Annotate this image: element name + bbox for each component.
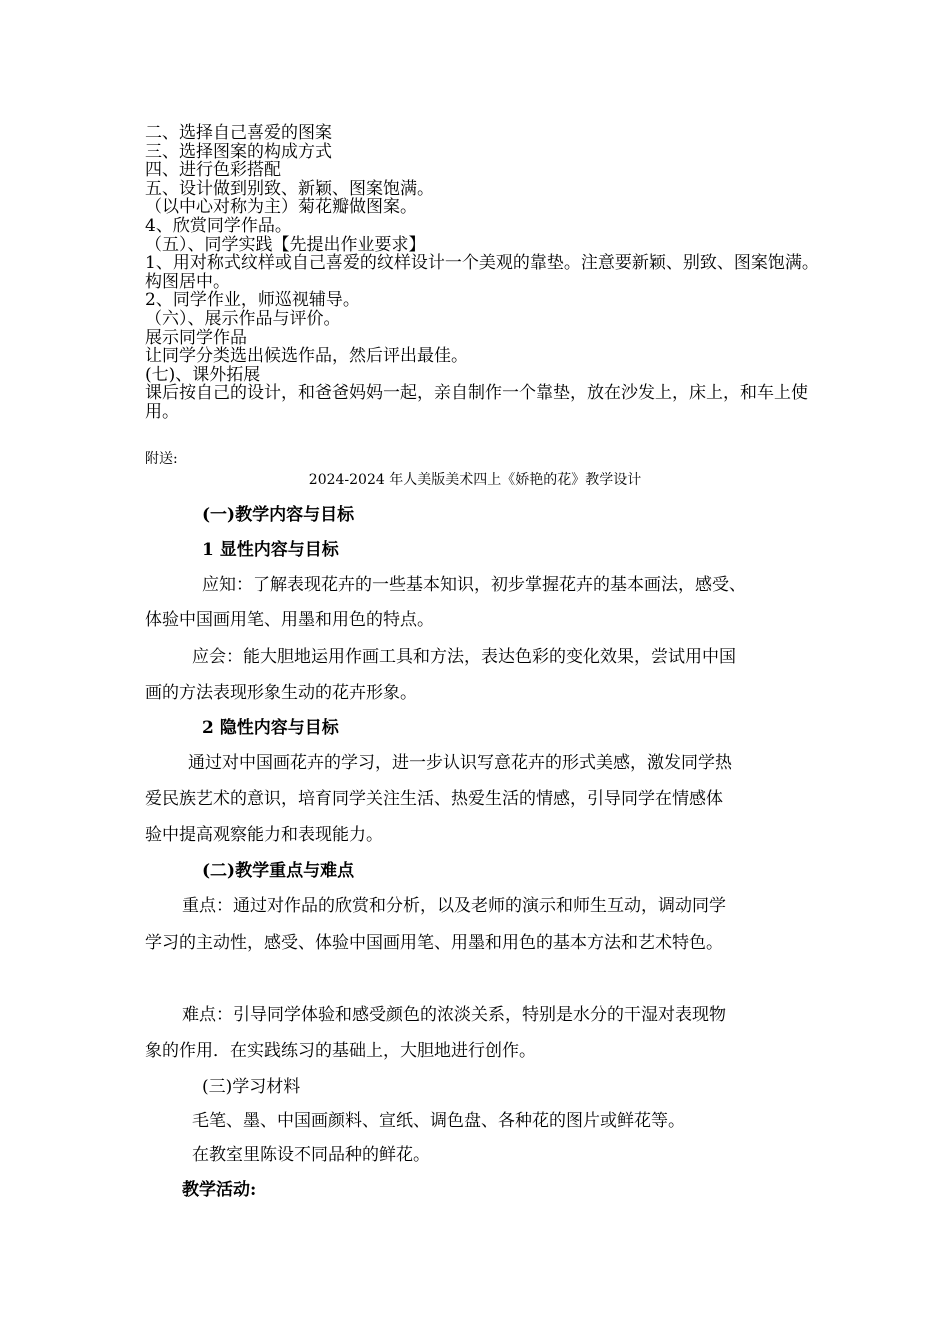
paragraph-line: 体验中国画用笔、用墨和用色的特点。 [145,610,434,630]
top-section [145,124,835,422]
paragraph-line: 爱民族艺术的意识，培育同学关注生活、热爱生活的情感，引导同学在情感体 [145,789,723,809]
paragraph-line: 应会：能大胆地运用作画工具和方法，表达色彩的变化效果，尝试用中国 [192,647,736,667]
paragraph-line: 重点：通过对作品的欣赏和分析，以及老师的演示和师生互动，调动同学 [182,896,726,916]
subsection-heading: 1 显性内容与目标 [202,540,339,560]
paragraph-line: 应知：了解表现花卉的一些基本知识，初步掌握花卉的基本画法，感受、 [202,575,746,595]
text-line: 课后按自己的设计，和爸爸妈妈一起，亲自制作一个靠垫，放在沙发上，床上，和车上使用。 [145,383,808,422]
text-line: (七)、课外拓展 [145,364,261,385]
paragraph-line: 画的方法表现形象生动的花卉形象。 [145,683,417,703]
document-title: 2024-2024 年人美版美术四上《娇艳的花》教学设计 [308,472,642,488]
section-heading: (二)教学重点与难点 [202,861,355,881]
text-line: （以中心对称为主）菊花瓣做图案。 [145,197,417,218]
text-line: 让同学分类选出候选作品，然后评出最佳。 [145,346,468,367]
text-line: 1、用对称式纹样或自己喜爱的纹样设计一个美观的靠垫。注意要新颖、别致、图案饱满。构图居中。 [145,253,819,292]
section-heading: (一)教学内容与目标 [202,505,355,525]
text-line: 4、欣赏同学作品。 [145,215,292,236]
paragraph-line: 毛笔、墨、中国画颜料、宣纸、调色盘、各种花的图片或鲜花等。 [192,1111,685,1131]
text-line: 二、选择自己喜爱的图案 [145,123,332,143]
text-line: 四、进行色彩搭配 [145,160,281,181]
section-heading: (三)学习材料 [202,1077,301,1097]
text-line: （五）、同学实践【先提出作业要求】 [145,234,426,255]
paragraph-line: 验中提高观察能力和表现能力。 [145,825,383,845]
subsection-heading: 2 隐性内容与目标 [202,718,339,738]
text-line: 2、同学作业，师巡视辅导。 [145,290,360,311]
paragraph-line: 学习的主动性，感受、体验中国画用笔、用墨和用色的基本方法和艺术特色。 [145,933,723,953]
paragraph-line: 通过对中国画花卉的学习，进一步认识写意花卉的形式美感，激发同学热 [188,753,732,773]
paragraph-line: 在教室里陈设不同品种的鲜花。 [192,1145,430,1165]
paragraph-line: 象的作用．在实践练习的基础上，大胆地进行创作。 [145,1041,536,1061]
paragraph-line: 难点：引导同学体验和感受颜色的浓淡关系，特别是水分的干湿对表现物 [182,1005,726,1025]
activities-heading: 教学活动: [182,1180,257,1200]
appendix-label: 附送: [145,451,178,467]
text-line: 三、选择图案的构成方式 [145,141,332,162]
text-line: （六）、展示作品与评价。 [145,308,341,329]
text-line: 展示同学作品 [145,327,247,348]
text-line: 五、设计做到别致、新颖、图案饱满。 [145,178,434,199]
